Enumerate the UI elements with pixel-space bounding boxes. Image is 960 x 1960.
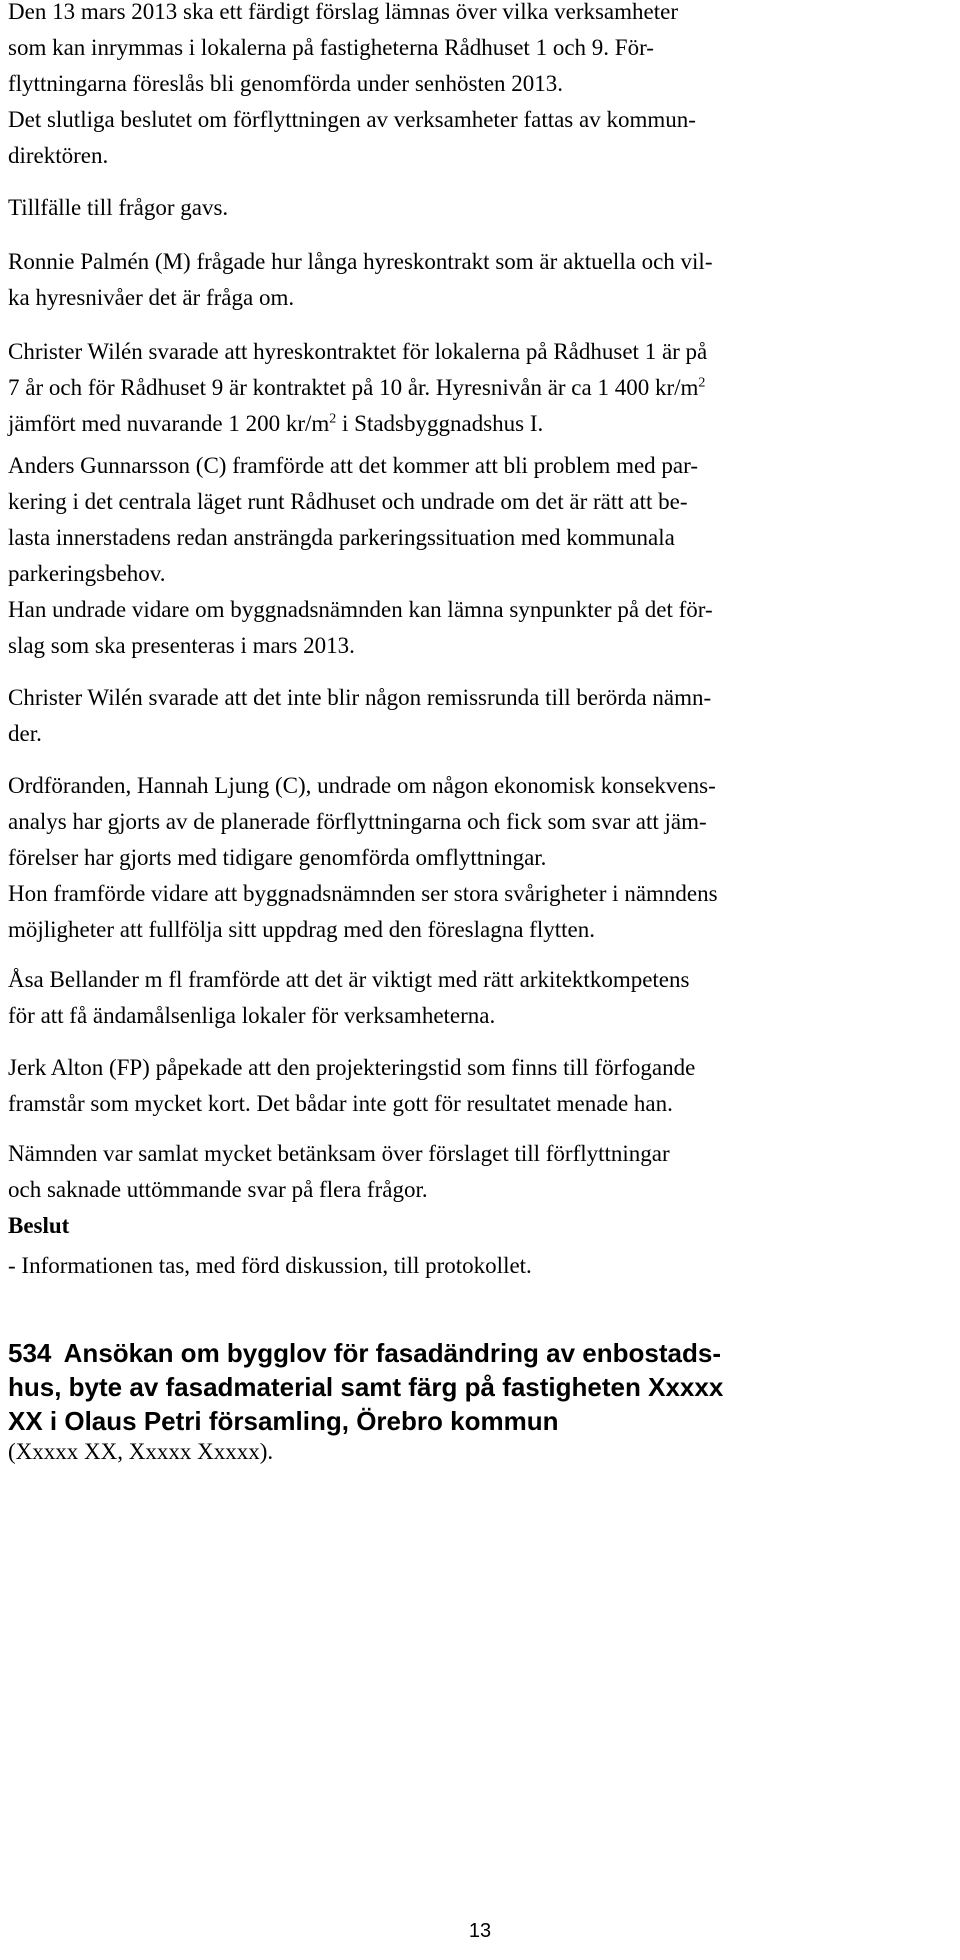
text-line: Christer Wilén svarade att hyreskontraktet för lokalerna på Rådhuset 1 är på [8,339,708,364]
text-line: 534 Ansökan om bygglov för fasadändring av enbostads- [8,1338,721,1368]
text-line: möjligheter att fullfölja sitt uppdrag med den föreslagna flytten. [8,917,595,942]
text-line: framstår som mycket kort. Det bådar inte gott för resultatet menade han. [8,1091,673,1116]
text-line: lasta innerstadens redan ansträngda parkeringssituation med kommunala [8,525,675,550]
text-line: och saknade uttömmande svar på flera frågor. [8,1177,428,1202]
paragraph-han-undrade [8,592,948,664]
text-line: ka hyresnivåer det är fråga om. [8,285,295,310]
text-line: Han undrade vidare om byggnadsnämnden kan lämna synpunkter på det för- [8,597,713,622]
text-line: Ronnie Palmén (M) frågade hur långa hyreskontrakt som är aktuella och vil- [8,249,713,274]
text-line: Det slutliga beslutet om förflyttningen av verksamheter fattas av kommun- [8,107,696,132]
beslut-heading: Beslut [8,1213,70,1238]
text-line: Hon framförde vidare att byggnadsnämnden ser stora svårigheter i nämndens [8,881,718,906]
text-line: jämfört med nuvarande 1 200 $kr/m^2$ i Stadsbyggnadshus I. [8,411,544,436]
text-line: Tillfälle till frågor gavs. [8,195,229,220]
text-line: Jerk Alton (FP) påpekade att den projekteringstid som finns till förfogande [8,1055,696,1080]
paragraph-christer-rent [8,334,948,442]
text-line: parkeringsbehov. [8,561,166,586]
paragraph-schedule [8,0,948,102]
text-line: der. [8,721,42,746]
paragraph-hon-framforde [8,876,948,948]
section-subtitle: (Xxxxx XX, Xxxxx Xxxxx). [8,1439,274,1464]
beslut-text: - Informationen tas, med förd diskussion, till protokollet. [8,1253,532,1278]
paragraph-christer-remiss [8,680,948,752]
text-line: Christer Wilén svarade att det inte blir någon remissrunda till berörda nämn- [8,685,712,710]
text-line: Nämnden var samlat mycket betänksam över förslaget till förflyttningar [8,1141,670,1166]
text-line: hus, byte av fasadmaterial samt färg på fastigheten Xxxxx [8,1372,724,1402]
text-line: förelser har gjorts med tidigare genomförda omflyttningar. [8,845,547,870]
text-line: flyttningarna föreslås bli genomförda under senhösten 2013. [8,71,564,96]
paragraph-namnden [8,1136,948,1208]
paragraph-anders [8,448,948,592]
text-line: slag som ska presenteras i mars 2013. [8,633,355,658]
section-number: 534 [8,1338,52,1368]
text-line: direktören. [8,143,109,168]
text-line: Den 13 mars 2013 ska ett färdigt förslag lämnas över vilka verksamheter [8,0,678,24]
text-line: för att få ändamålsenliga lokaler för verksamheterna. [8,1003,496,1028]
text-line: Åsa Bellander m fl framförde att det är viktigt med rätt arkitektkompetens [8,967,690,992]
text-line: kering i det centrala läget runt Rådhuset och undrade om det är rätt att be- [8,489,688,514]
paragraph-questions [8,190,948,226]
text-line: 7 år och för Rådhuset 9 är kontraktet på 10 år. Hyresnivån är ca 1 400 $kr/m^2$ [8,375,706,400]
text-line: XX i Olaus Petri församling, Örebro kommun [8,1406,559,1436]
paragraph-asa [8,962,948,1034]
text-line: Anders Gunnarsson (C) framförde att det kommer att bli problem med par- [8,453,698,478]
paragraph-jerk [8,1050,948,1122]
text-line: Ordföranden, Hannah Ljung (C), undrade om någon ekonomisk konsekvens- [8,773,716,798]
text-line: analys har gjorts av de planerade förflyttningarna och fick som svar att jäm- [8,809,707,834]
section-heading [8,1336,953,1438]
paragraph-ronnie [8,244,948,316]
paragraph-ordforanden [8,768,948,876]
text-line: som kan inrymmas i lokalerna på fastigheterna Rådhuset 1 och 9. För- [8,35,654,60]
page-number: 13 [468,1920,492,1942]
paragraph-final-decision [8,102,948,174]
